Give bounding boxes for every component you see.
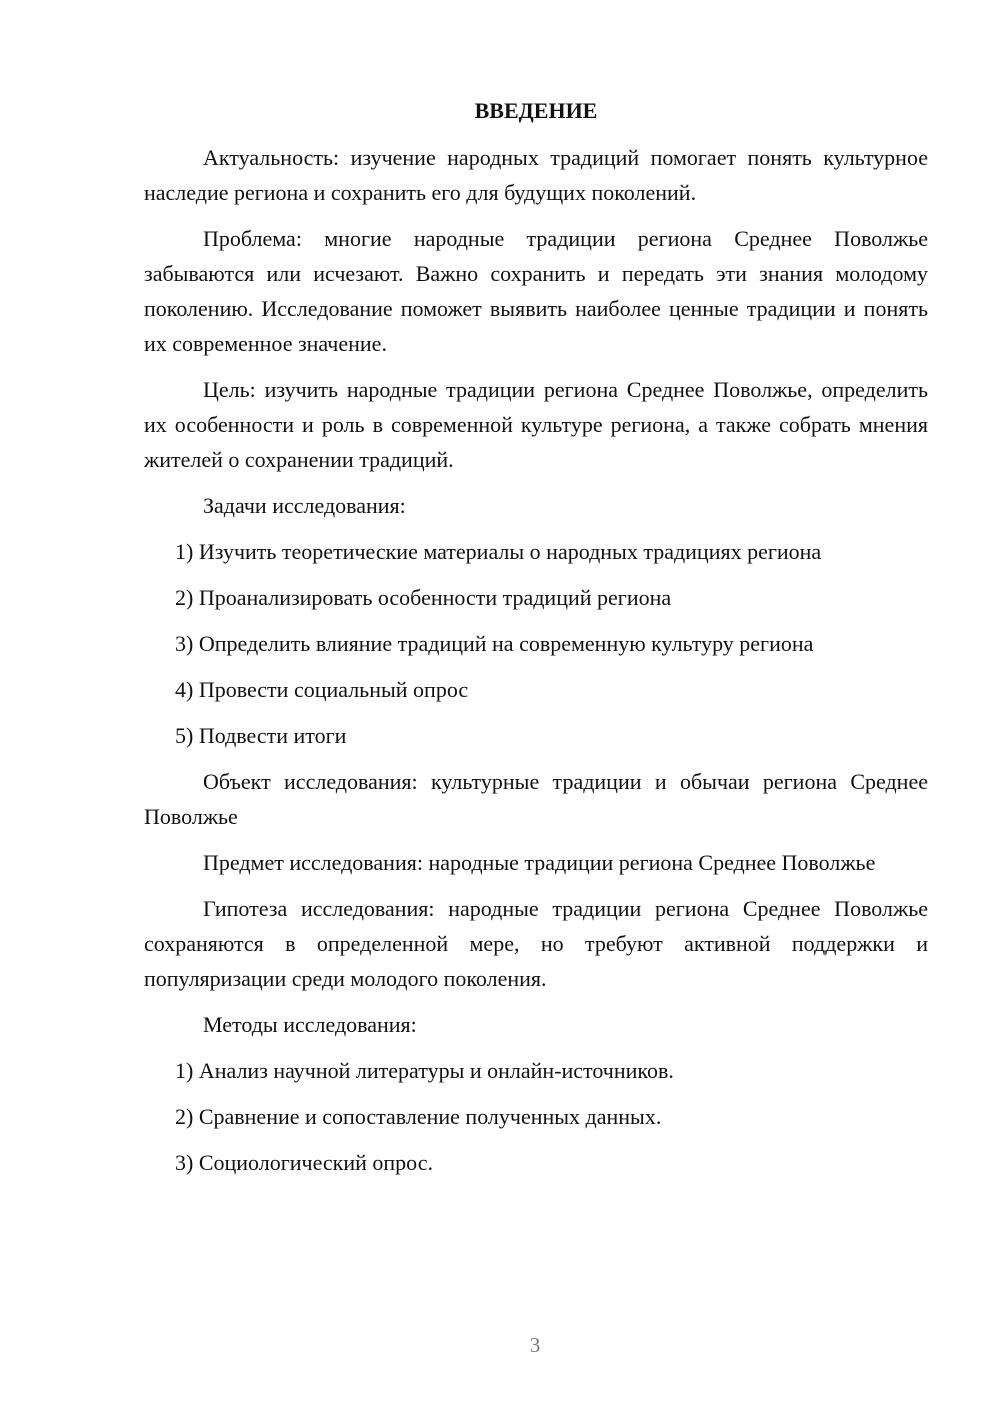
method-item: 3) Социологический опрос. bbox=[175, 1150, 433, 1175]
document-page bbox=[144, 95, 928, 1191]
tasks-title: Задачи исследования: bbox=[203, 493, 406, 518]
relevance-paragraph: Актуальность: изучение народных традиций помогает понять культурное наследие региона и сохранить его для будущих поколений. bbox=[144, 145, 928, 205]
problem-paragraph: Проблема: многие народные традиции региона Среднее Поволжье забываются или исчезают. Важно сохранить и передать эти знания молодому поколению. Исследование поможет выявить наиболее ценные традиции и понять их современное значение. bbox=[144, 226, 928, 356]
goal-paragraph: Цель: изучить народные традиции региона Среднее Поволжье, определить их особенности и роль в современной культуре региона, а также собрать мнения жителей о сохранении традиций. bbox=[144, 377, 928, 472]
method-item: 2) Сравнение и сопоставление полученных данных. bbox=[175, 1104, 662, 1129]
hypothesis-paragraph: Гипотеза исследования: народные традиции региона Среднее Поволжье сохраняются в определенной мере, но требуют активной поддержки и популяризации среди молодого поколения. bbox=[144, 896, 928, 991]
method-item: 1) Анализ научной литературы и онлайн-источников. bbox=[175, 1058, 674, 1083]
page-number: 3 bbox=[529, 1333, 541, 1357]
task-item: 1) Изучить теоретические материалы о народных традициях региона bbox=[175, 539, 822, 564]
task-item: 4) Провести социальный опрос bbox=[175, 677, 469, 702]
object-paragraph: Объект исследования: культурные традиции и обычаи региона Среднее Поволжье bbox=[144, 769, 928, 829]
task-item: 3) Определить влияние традиций на современную культуру региона bbox=[175, 631, 814, 656]
subject-paragraph: Предмет исследования: народные традиции региона Среднее Поволжье bbox=[203, 850, 876, 875]
methods-title: Методы исследования: bbox=[203, 1012, 417, 1037]
task-item: 2) Проанализировать особенности традиций региона bbox=[175, 585, 672, 610]
section-heading: ВВЕДЕНИЕ bbox=[474, 98, 598, 123]
task-item: 5) Подвести итоги bbox=[175, 723, 347, 748]
